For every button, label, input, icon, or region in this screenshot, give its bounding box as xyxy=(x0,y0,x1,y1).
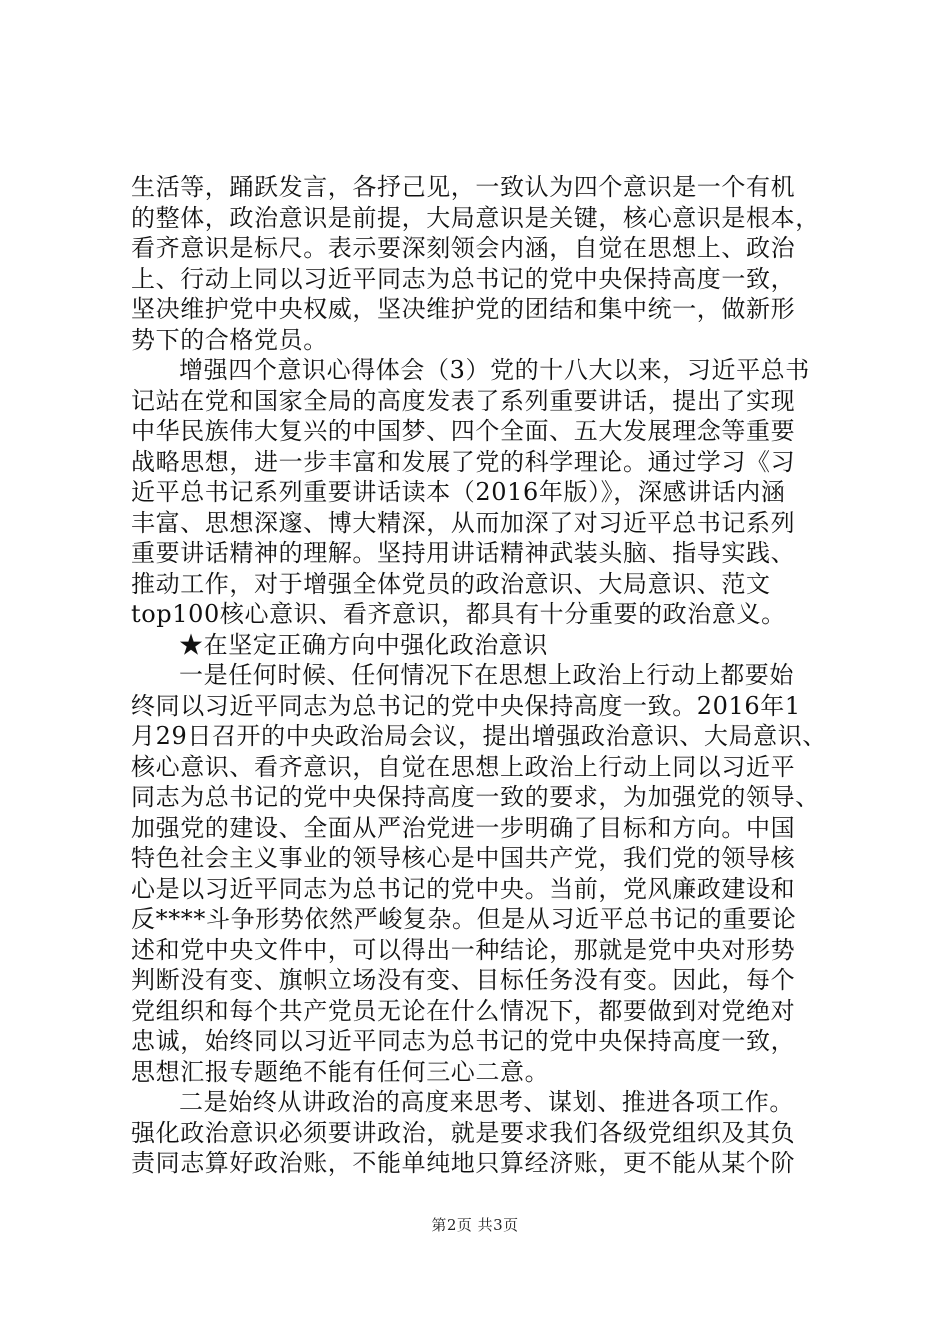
text-line: 反****斗争形势依然严峻复杂。但是从习近平总书记的重要论 xyxy=(131,905,797,933)
paragraph-first-line: 增强四个意识心得体会（3）党的十八大以来，习近平总书 xyxy=(179,356,810,384)
text-line: 势下的合格党员。 xyxy=(131,325,328,354)
paragraph-first-line: 一是任何时候、任何情况下在思想上政治上行动上都要始 xyxy=(179,661,794,689)
text-line: 责同志算好政治账，不能单纯地只算经济账，更不能从某个阶 xyxy=(131,1149,796,1177)
section-heading: ★在坚定正确方向中强化政治意识 xyxy=(179,630,548,659)
page-number-footer: 第2页 共3页 xyxy=(431,1216,519,1234)
text-line: 重要讲话精神的理解。坚持用讲话精神武装头脑、指导实践、 xyxy=(131,539,796,567)
text-line: 记站在党和国家全局的高度发表了系列重要讲话，提出了实现 xyxy=(131,386,796,415)
text-line: 推动工作，对于增强全体党员的政治意识、大局意识、范文 xyxy=(131,569,771,598)
text-line: 的整体，政治意识是前提，大局意识是关键，核心意识是根本， xyxy=(131,203,820,232)
text-line: 终同以习近平同志为总书记的党中央保持高度一致。2016年1 xyxy=(131,691,801,720)
text-line: 特色社会主义事业的领导核心是中国共产党，我们党的领导核 xyxy=(131,844,796,872)
text-line: 坚决维护党中央权威，坚决维护党的团结和集中统一，做新形 xyxy=(131,295,796,323)
text-line: 看齐意识是标尺。表示要深刻领会内涵，自觉在思想上、政治 xyxy=(131,234,796,262)
text-line: 思想汇报专题绝不能有任何三心二意。 xyxy=(131,1057,550,1086)
text-line: 党组织和每个共产党员无论在什么情况下，都要做到对党绝对 xyxy=(131,996,796,1025)
text-line: 战略思想，进一步丰富和发展了党的科学理论。通过学习《习 xyxy=(131,447,796,476)
text-line: 述和党中央文件中，可以得出一种结论，那就是党中央对形势 xyxy=(131,935,796,964)
text-line: 近平总书记系列重要讲话读本（2016年版）》，深感讲话内涵 xyxy=(131,478,786,506)
text-line: 生活等，踊跃发言，各抒己见，一致认为四个意识是一个有机 xyxy=(131,173,796,201)
text-line: 丰富、思想深邃、博大精深，从而加深了对习近平总书记系列 xyxy=(131,508,796,537)
text-line: 心是以习近平同志为总书记的党中央。当前，党风廉政建设和 xyxy=(131,874,796,903)
document-body xyxy=(131,172,831,1179)
text-line: 上、行动上同以习近平同志为总书记的党中央保持高度一致， xyxy=(131,264,796,293)
text-line: 月29日召开的中央政治局会议，提出增强政治意识、大局意识、 xyxy=(131,722,827,750)
text-line: 中华民族伟大复兴的中国梦、四个全面、五大发展理念等重要 xyxy=(131,417,796,445)
text-line: 忠诚，始终同以习近平同志为总书记的党中央保持高度一致， xyxy=(131,1027,796,1055)
text-line: 加强党的建设、全面从严治党进一步明确了目标和方向。中国 xyxy=(131,813,796,842)
text-line: 同志为总书记的党中央保持高度一致的要求，为加强党的领导、 xyxy=(131,783,820,811)
text-line: 强化政治意识必须要讲政治，就是要求我们各级党组织及其负 xyxy=(131,1118,796,1147)
paragraph-first-line: 二是始终从讲政治的高度来思考、谋划、推进各项工作。 xyxy=(179,1088,794,1116)
text-line: top100核心意识、看齐意识，都具有十分重要的政治意义。 xyxy=(131,600,786,628)
text-line: 核心意识、看齐意识，自觉在思想上政治上行动上同以习近平 xyxy=(131,752,796,781)
text-line: 判断没有变、旗帜立场没有变、目标任务没有变。因此，每个 xyxy=(131,966,796,994)
